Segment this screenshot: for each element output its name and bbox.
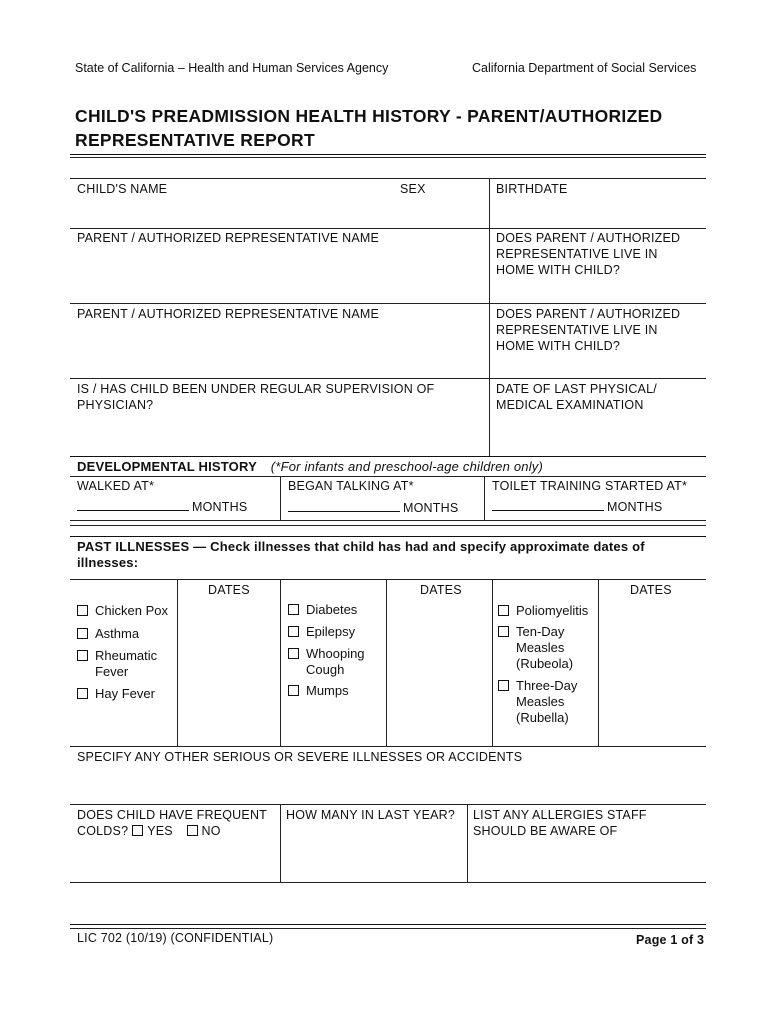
parent-name-field-1[interactable]: PARENT / AUTHORIZED REPRESENTATIVE NAME (77, 231, 380, 245)
colds-count-field[interactable]: HOW MANY IN LAST YEAR? (286, 808, 456, 822)
childs-name-field[interactable]: CHILD'S NAME (77, 182, 168, 196)
form-title-line1: CHILD'S PREADMISSION HEALTH HISTORY - PARENT/AUTHORIZED (75, 106, 663, 126)
illness-mumps[interactable]: Mumps (288, 683, 349, 699)
checkbox[interactable] (498, 680, 509, 691)
rule (70, 520, 706, 521)
lives-with-child-field-2[interactable]: DOES PARENT / AUTHORIZED REPRESENTATIVE LIVE IN HOME WITH CHILD? (496, 307, 681, 353)
illness-chicken-pox[interactable]: Chicken Pox (77, 603, 168, 619)
column-divider (177, 579, 178, 746)
column-divider (489, 178, 490, 456)
physician-supervision-field[interactable]: IS / HAS CHILD BEEN UNDER REGULAR SUPERVISION OF PHYSICIAN? (77, 382, 435, 412)
lives-with-child-field-1[interactable]: DOES PARENT / AUTHORIZED REPRESENTATIVE LIVE IN HOME WITH CHILD? (496, 231, 681, 277)
rule (70, 746, 706, 747)
column-divider (280, 476, 281, 520)
title-rule-thin (70, 157, 706, 158)
talking-at-label: BEGAN TALKING AT* (288, 479, 414, 493)
sex-field[interactable]: SEX (400, 182, 426, 196)
column-divider (386, 579, 387, 746)
checkbox[interactable] (77, 605, 88, 616)
walked-months-field[interactable]: MONTHS (77, 499, 247, 515)
rule (70, 228, 706, 229)
checkbox[interactable] (498, 605, 509, 616)
illness-epilepsy[interactable]: Epilepsy (288, 624, 355, 640)
talking-months-field[interactable]: MONTHS (288, 500, 458, 516)
footer-rule-thin (70, 928, 706, 929)
title-rule (70, 154, 706, 155)
allergies-field[interactable]: LIST ANY ALLERGIES STAFF SHOULD BE AWARE OF (473, 808, 647, 838)
checkbox[interactable] (77, 650, 88, 661)
illness-hay-fever[interactable]: Hay Fever (77, 686, 155, 702)
rule (70, 579, 706, 580)
rule (70, 804, 706, 805)
column-divider (484, 476, 485, 520)
illness-diabetes[interactable]: Diabetes (288, 602, 357, 618)
illnesses-heading: PAST ILLNESSES — Check illnesses that child has had and specify approximate dates of illnesses: (77, 539, 645, 570)
rule (70, 536, 706, 537)
dates-header-3: DATES (630, 583, 672, 597)
checkbox[interactable] (288, 648, 299, 659)
yes-checkbox[interactable] (132, 825, 143, 836)
parent-name-field-2[interactable]: PARENT / AUTHORIZED REPRESENTATIVE NAME (77, 307, 380, 321)
illness-asthma[interactable]: Asthma (77, 626, 139, 642)
illness-poliomyelitis[interactable]: Poliomyelitis (498, 603, 588, 619)
checkbox[interactable] (77, 688, 88, 699)
form-title-line2: REPRESENTATIVE REPORT (75, 130, 315, 150)
column-divider (467, 804, 468, 882)
checkbox[interactable] (288, 604, 299, 615)
frequent-colds-field[interactable]: DOES CHILD HAVE FREQUENT COLDS? YES NO (77, 808, 268, 838)
dates-header-2: DATES (420, 583, 462, 597)
page-number: Page 1 of 3 (636, 933, 705, 947)
agency-header: State of California – Health and Human Services Agency (75, 61, 389, 75)
dates-header-1: DATES (208, 583, 250, 597)
illness-three-day-measles[interactable]: Three-Day Measles (Rubella) (498, 678, 577, 726)
column-divider (598, 579, 599, 746)
rule (70, 525, 706, 526)
checkbox[interactable] (77, 628, 88, 639)
no-checkbox[interactable] (187, 825, 198, 836)
rule (70, 178, 706, 179)
toilet-months-field[interactable]: MONTHS (492, 499, 662, 515)
illness-whooping-cough[interactable]: Whooping Cough (288, 646, 365, 678)
developmental-heading: DEVELOPMENTAL HISTORY (*For infants and preschool-age children only) (77, 459, 544, 474)
birthdate-field[interactable]: BIRTHDATE (496, 182, 568, 196)
walked-at-label: WALKED AT* (77, 479, 155, 493)
rule (70, 378, 706, 379)
other-illnesses-field[interactable]: SPECIFY ANY OTHER SERIOUS OR SEVERE ILLNESSES OR ACCIDENTS (77, 750, 523, 764)
checkbox[interactable] (498, 626, 509, 637)
rule (70, 303, 706, 304)
column-divider (280, 804, 281, 882)
form-title (75, 104, 663, 152)
form-id: LIC 702 (10/19) (CONFIDENTIAL) (77, 931, 274, 945)
column-divider (280, 579, 281, 746)
rule (70, 456, 706, 457)
last-physical-field[interactable]: DATE OF LAST PHYSICAL/ MEDICAL EXAMINATION (496, 382, 657, 412)
rule (70, 476, 706, 477)
department-header: California Department of Social Services (472, 61, 697, 75)
rule (70, 882, 706, 883)
checkbox[interactable] (288, 626, 299, 637)
footer-rule (70, 924, 706, 925)
column-divider (492, 579, 493, 746)
illness-rheumatic-fever[interactable]: Rheumatic Fever (77, 648, 157, 680)
toilet-training-label: TOILET TRAINING STARTED AT* (492, 479, 688, 493)
illness-ten-day-measles[interactable]: Ten-Day Measles (Rubeola) (498, 624, 573, 672)
checkbox[interactable] (288, 685, 299, 696)
